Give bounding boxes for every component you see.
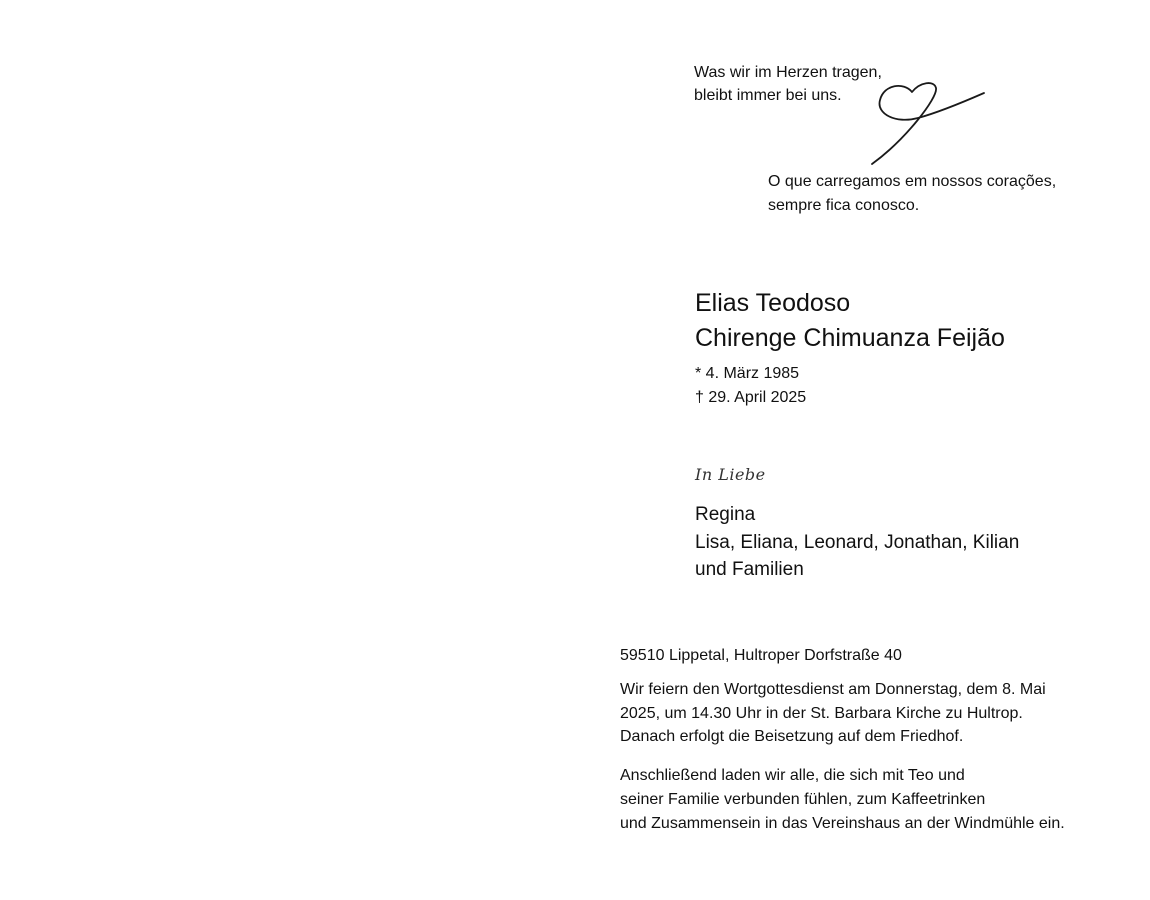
- death-date: † 29. April 2025: [695, 389, 807, 406]
- service-details: [620, 678, 1046, 749]
- birth-date: * 4. März 1985: [695, 365, 800, 382]
- deceased-name: [695, 286, 1005, 356]
- invitation-line-2: seiner Familie verbunden fühlen, zum Kaffeetrinken: [620, 791, 986, 808]
- mourners-line-3: und Familien: [695, 559, 804, 580]
- in-liebe-label: In Liebe: [695, 465, 766, 484]
- quote-german-line-2: bleibt immer bei uns.: [694, 87, 842, 104]
- quote-german-line-1: Was wir im Herzen tragen,: [694, 64, 882, 81]
- quote-portuguese-line-1: O que carregamos em nossos corações,: [768, 173, 1057, 190]
- life-dates: [695, 362, 806, 410]
- quote-portuguese-line-2: sempre fica conosco.: [768, 197, 920, 214]
- family-address: 59510 Lippetal, Hultroper Dorfstraße 40: [620, 647, 902, 664]
- hand-drawn-heart-icon: [860, 78, 995, 170]
- service-line-2: 2025, um 14.30 Uhr in der St. Barbara Kirche zu Hultrop.: [620, 704, 1023, 722]
- mourners-line-1: Regina: [695, 504, 756, 525]
- deceased-name-line-2: Chirenge Chimuanza Feijão: [695, 324, 1005, 352]
- invitation-line-3: und Zusammensein in das Vereinshaus an der Windmühle ein.: [620, 815, 1065, 832]
- service-line-1: Wir feiern den Wortgottesdienst am Donnerstag, dem 8. Mai: [620, 681, 1046, 698]
- mourners-list: [695, 501, 1019, 584]
- invitation-text: [620, 764, 1065, 836]
- invitation-line-1: Anschließend laden wir alle, die sich mit Teo und: [620, 767, 965, 784]
- quote-german: [694, 61, 882, 107]
- service-line-3: Danach erfolgt die Beisetzung auf dem Friedhof.: [620, 728, 964, 745]
- quote-portuguese: [768, 170, 1056, 218]
- mourners-line-2: Lisa, Eliana, Leonard, Jonathan, Kilian: [695, 531, 1020, 553]
- deceased-name-line-1: Elias Teodoso: [695, 289, 851, 317]
